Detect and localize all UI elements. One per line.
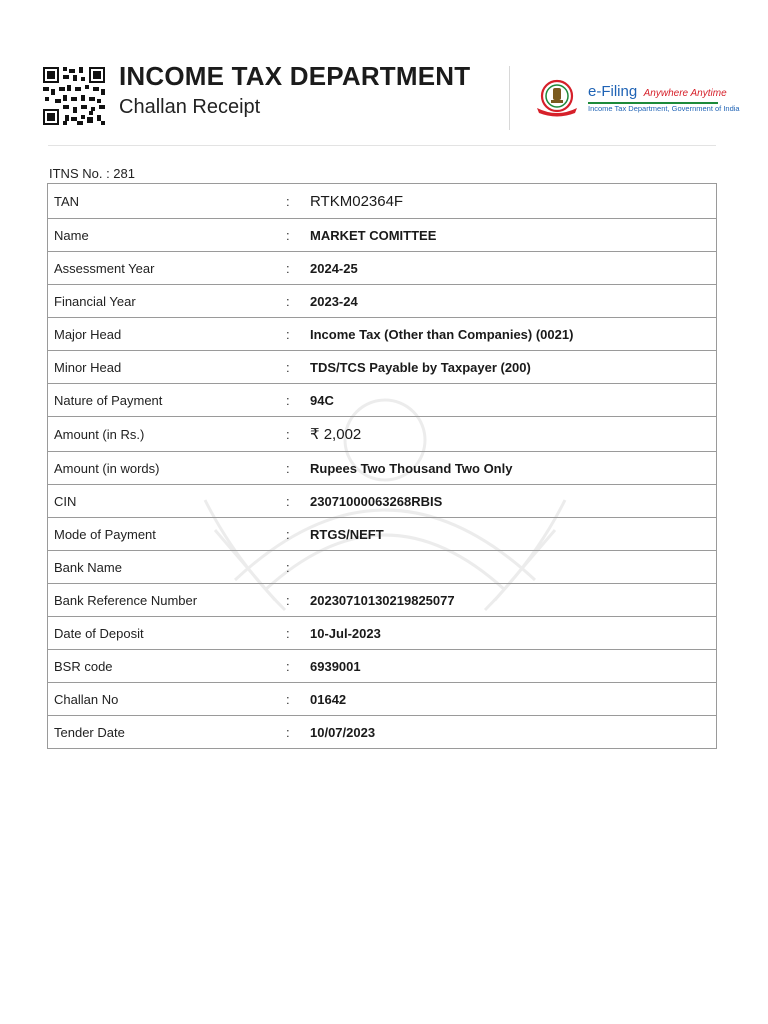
row-colon: : — [286, 658, 290, 674]
row-label: Date of Deposit — [54, 625, 144, 641]
table-row — [48, 518, 716, 551]
row-label: Bank Name — [54, 559, 122, 575]
row-label: Nature of Payment — [54, 392, 163, 408]
efiling-subtitle: Income Tax Department, Government of India — [588, 104, 740, 113]
row-value: 10/07/2023 — [310, 724, 376, 740]
row-colon: : — [286, 426, 290, 442]
table-row — [48, 351, 716, 384]
row-value: 6939001 — [310, 658, 361, 674]
efiling-brand — [588, 83, 727, 101]
table-row — [48, 683, 716, 716]
table-row — [48, 716, 716, 749]
row-value: 01642 — [310, 691, 347, 707]
efiling-tagline: Anywhere Anytime — [643, 88, 727, 99]
header-divider — [509, 66, 510, 130]
row-value: TDS/TCS Payable by Taxpayer (200) — [310, 359, 531, 375]
header-rule — [48, 145, 716, 146]
qr-code-icon — [43, 67, 105, 125]
row-colon: : — [286, 392, 290, 408]
row-value: 94C — [310, 392, 334, 408]
receipt-header — [0, 0, 768, 146]
row-label: Tender Date — [54, 724, 125, 740]
row-colon: : — [286, 625, 290, 641]
row-colon: : — [286, 227, 290, 243]
row-colon: : — [286, 592, 290, 608]
row-label: Bank Reference Number — [54, 592, 198, 608]
table-row — [48, 384, 716, 417]
row-value: 10-Jul-2023 — [310, 625, 381, 641]
row-value: 2024-25 — [310, 260, 358, 276]
table-row — [48, 252, 716, 285]
table-row — [48, 184, 716, 219]
row-colon: : — [286, 359, 290, 375]
row-colon: : — [286, 460, 290, 476]
row-label: Major Head — [54, 326, 122, 342]
row-value: RTKM02364F — [310, 192, 404, 210]
row-value: Income Tax (Other than Companies) (0021) — [310, 326, 574, 342]
table-row — [48, 285, 716, 318]
row-label: Assessment Year — [54, 260, 155, 276]
table-row — [48, 551, 716, 584]
row-colon: : — [286, 293, 290, 309]
department-title: INCOME TAX DEPARTMENT — [119, 61, 471, 91]
row-label: Amount (in Rs.) — [54, 426, 145, 442]
table-row — [48, 485, 716, 518]
row-label: CIN — [54, 493, 77, 509]
row-label: TAN — [54, 193, 80, 209]
row-colon: : — [286, 724, 290, 740]
table-row — [48, 617, 716, 650]
table-row — [48, 650, 716, 683]
row-colon: : — [286, 559, 290, 575]
national-emblem-icon — [531, 78, 583, 118]
row-colon: : — [286, 493, 290, 509]
row-colon: : — [286, 260, 290, 276]
challan-details-table — [47, 183, 717, 749]
row-colon: : — [286, 193, 290, 209]
row-label: Name — [54, 227, 89, 243]
row-label: Amount (in words) — [54, 460, 160, 476]
row-value: Rupees Two Thousand Two Only — [310, 460, 513, 476]
efiling-brand-name: e-Filing — [588, 83, 638, 100]
table-row — [48, 417, 716, 452]
table-row — [48, 219, 716, 252]
row-value: RTGS/NEFT — [310, 526, 384, 542]
row-label: Financial Year — [54, 293, 136, 309]
row-value: MARKET COMITTEE — [310, 227, 437, 243]
document-title: Challan Receipt — [119, 96, 261, 118]
row-value: 23071000063268RBIS — [310, 493, 443, 509]
row-label: BSR code — [54, 658, 113, 674]
row-value: 20230710130219825077 — [310, 592, 455, 608]
table-row — [48, 318, 716, 351]
itns-number: ITNS No. : 281 — [49, 166, 135, 181]
row-value: ₹ 2,002 — [310, 426, 362, 443]
row-colon: : — [286, 691, 290, 707]
row-value: 2023-24 — [310, 293, 358, 309]
row-colon: : — [286, 526, 290, 542]
table-row — [48, 584, 716, 617]
row-label: Minor Head — [54, 359, 122, 375]
row-label: Challan No — [54, 691, 119, 707]
row-colon: : — [286, 326, 290, 342]
table-row — [48, 452, 716, 485]
row-label: Mode of Payment — [54, 526, 156, 542]
